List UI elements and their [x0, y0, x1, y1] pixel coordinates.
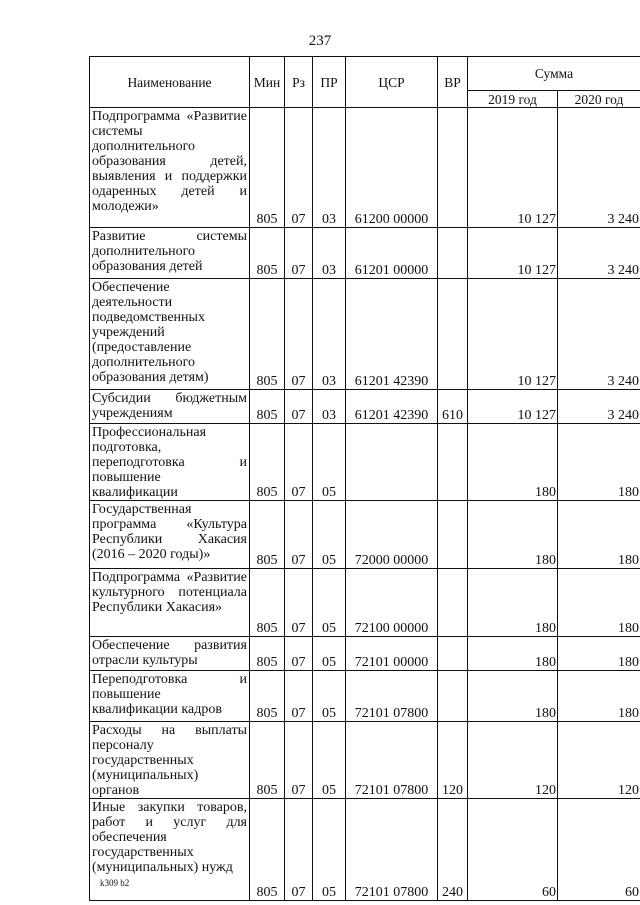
row-csr: 72000 00000	[346, 501, 438, 569]
row-sum-2019: 10 127	[468, 390, 558, 424]
row-sum-2020: 3 240	[558, 228, 640, 279]
row-sum-2019: 10 127	[468, 228, 558, 279]
table-row	[90, 501, 640, 569]
table-row	[90, 279, 640, 390]
row-min: 805	[250, 279, 285, 390]
row-sum-2019: 60	[468, 799, 558, 901]
row-csr: 72101 00000	[346, 637, 438, 671]
table-row	[90, 799, 640, 901]
row-vr	[438, 424, 468, 501]
row-pr: 05	[313, 799, 346, 901]
row-pr: 05	[313, 569, 346, 637]
row-pr: 03	[313, 390, 346, 424]
row-vr	[438, 569, 468, 637]
row-pr: 03	[313, 228, 346, 279]
row-csr: 72101 07800	[346, 799, 438, 901]
header-pr: ПР	[313, 57, 346, 108]
row-sum-2020: 180	[558, 637, 640, 671]
row-sum-2020: 3 240	[558, 108, 640, 228]
row-sum-2019: 120	[468, 722, 558, 799]
row-rz: 07	[285, 722, 313, 799]
row-name: Субсидии бюджетным учреждениям	[90, 390, 250, 424]
row-sum-2020: 180	[558, 671, 640, 722]
row-rz: 07	[285, 637, 313, 671]
footer-code: k309 b2	[100, 878, 130, 888]
row-name: Подпрограмма «Развитие системы дополнительного образования детей, выявления и поддержки одаренных детей и молодежи»	[90, 108, 250, 228]
row-sum-2020: 180	[558, 424, 640, 501]
row-name: Переподготовка и повышение квалификации кадров	[90, 671, 250, 722]
row-name: Иные закупки товаров, работ и услуг для обеспечения государственных (муниципальных) нужд	[90, 799, 250, 901]
row-name: Профессиональная подготовка, переподготовка и повышение квалификации	[90, 424, 250, 501]
row-csr: 61201 42390	[346, 390, 438, 424]
row-pr: 03	[313, 279, 346, 390]
row-sum-2019: 180	[468, 637, 558, 671]
row-sum-2019: 10 127	[468, 108, 558, 228]
row-sum-2019: 180	[468, 569, 558, 637]
row-min: 805	[250, 799, 285, 901]
row-rz: 07	[285, 569, 313, 637]
table-row	[90, 637, 640, 671]
page-number: 237	[308, 33, 332, 49]
row-name: Обеспечение деятельности подведомственных учреждений (предоставление дополнительного образования детям)	[90, 279, 250, 390]
row-min: 805	[250, 569, 285, 637]
row-rz: 07	[285, 279, 313, 390]
header-rz: Рз	[285, 57, 313, 108]
row-vr	[438, 501, 468, 569]
header-vr: ВР	[438, 57, 468, 108]
header-name: Наименование	[90, 57, 250, 108]
row-rz: 07	[285, 228, 313, 279]
table-row	[90, 569, 640, 637]
row-sum-2019: 180	[468, 501, 558, 569]
row-min: 805	[250, 390, 285, 424]
row-csr: 61201 42390	[346, 279, 438, 390]
row-rz: 07	[285, 108, 313, 228]
row-sum-2020: 3 240	[558, 279, 640, 390]
row-vr	[438, 279, 468, 390]
row-pr: 05	[313, 722, 346, 799]
row-rz: 07	[285, 424, 313, 501]
row-name: Обеспечение развития отрасли культуры	[90, 637, 250, 671]
table-row	[90, 424, 640, 501]
row-pr: 05	[313, 424, 346, 501]
table-row	[90, 228, 640, 279]
row-min: 805	[250, 108, 285, 228]
row-rz: 07	[285, 799, 313, 901]
row-min: 805	[250, 501, 285, 569]
table-row	[90, 108, 640, 228]
row-csr: 72100 00000	[346, 569, 438, 637]
row-vr	[438, 108, 468, 228]
row-name: Государственная программа «Культура Республики Хакасия (2016 – 2020 годы)»	[90, 501, 250, 569]
row-sum-2020: 180	[558, 501, 640, 569]
row-min: 805	[250, 424, 285, 501]
row-sum-2020: 3 240	[558, 390, 640, 424]
row-vr: 610	[438, 390, 468, 424]
row-vr: 120	[438, 722, 468, 799]
row-csr: 61200 00000	[346, 108, 438, 228]
table-row	[90, 390, 640, 424]
row-pr: 05	[313, 671, 346, 722]
row-rz: 07	[285, 671, 313, 722]
row-sum-2020: 60	[558, 799, 640, 901]
header-year-2019: 2019 год	[468, 91, 558, 108]
table-row	[90, 671, 640, 722]
row-pr: 05	[313, 637, 346, 671]
row-csr: 72101 07800	[346, 671, 438, 722]
row-rz: 07	[285, 390, 313, 424]
row-sum-2020: 180	[558, 569, 640, 637]
row-min: 805	[250, 228, 285, 279]
row-sum-2019: 180	[468, 424, 558, 501]
row-vr	[438, 671, 468, 722]
row-sum-2019: 10 127	[468, 279, 558, 390]
row-csr: 61201 00000	[346, 228, 438, 279]
row-vr: 240	[438, 799, 468, 901]
row-csr	[346, 424, 438, 501]
row-pr: 05	[313, 501, 346, 569]
budget-table	[89, 56, 640, 901]
row-csr: 72101 07800	[346, 722, 438, 799]
header-min: Мин	[250, 57, 285, 108]
header-year-2020: 2020 год	[558, 91, 640, 108]
row-name: Развитие системы дополнительного образования детей	[90, 228, 250, 279]
header-sum: Сумма	[468, 57, 640, 91]
row-vr	[438, 637, 468, 671]
row-name: Подпрограмма «Развитие культурного потенциала Республики Хакасия»	[90, 569, 250, 637]
row-min: 805	[250, 722, 285, 799]
row-min: 805	[250, 637, 285, 671]
header-csr: ЦСР	[346, 57, 438, 108]
row-rz: 07	[285, 501, 313, 569]
row-min: 805	[250, 671, 285, 722]
row-sum-2019: 180	[468, 671, 558, 722]
table-row	[90, 722, 640, 799]
row-pr: 03	[313, 108, 346, 228]
row-vr	[438, 228, 468, 279]
row-sum-2020: 120	[558, 722, 640, 799]
row-name: Расходы на выплаты персоналу государственных (муниципальных) органов	[90, 722, 250, 799]
